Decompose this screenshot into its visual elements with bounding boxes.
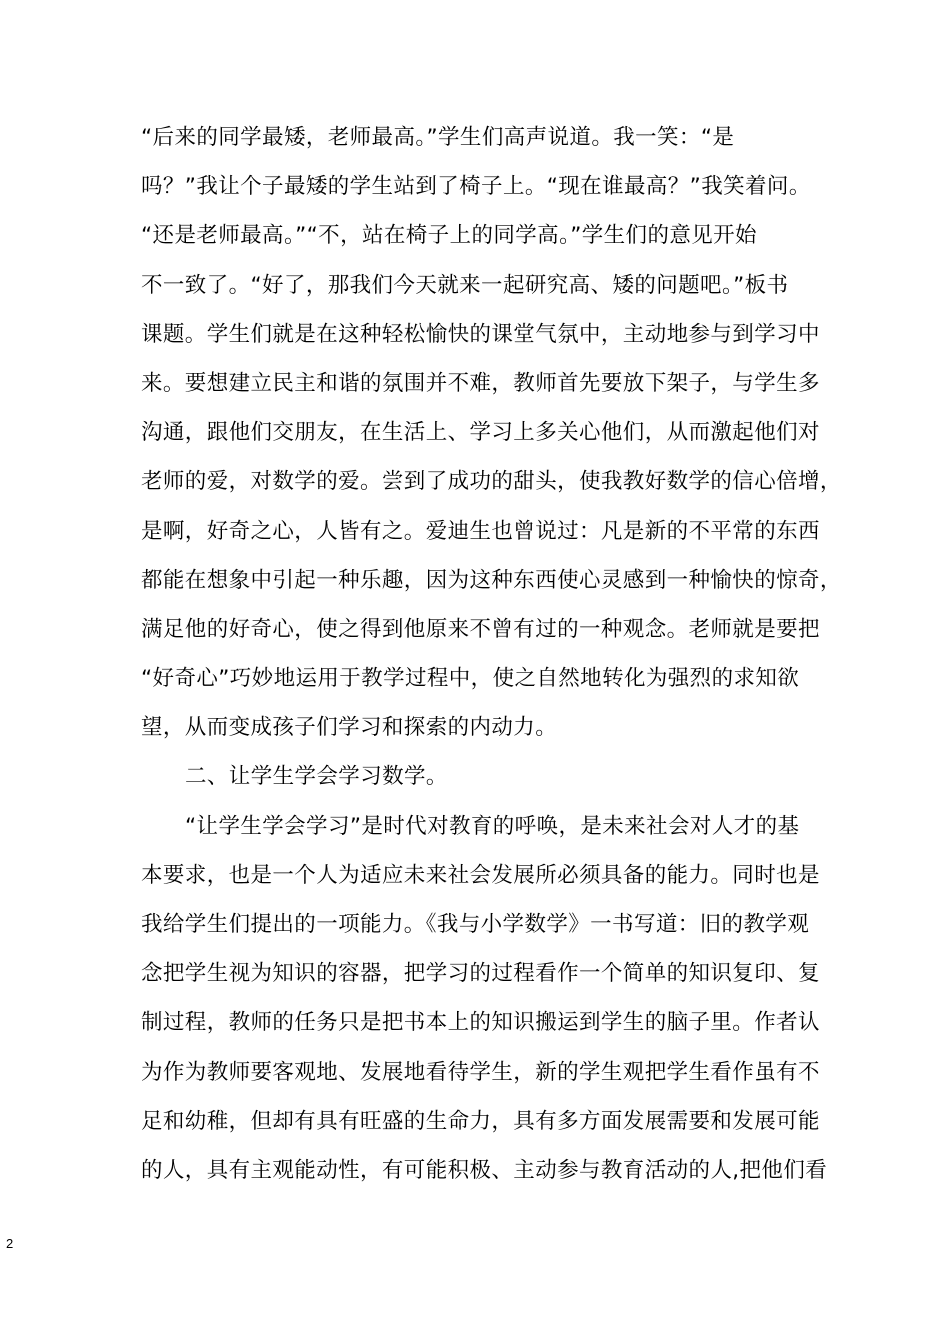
text-line: “让学生学会学习”是时代对教育的呼唤，是未来社会对人才的基 [185, 813, 800, 839]
text-line: 吗？”我让个子最矮的学生站到了椅子上。“现在谁最高？”我笑着问。 [141, 174, 811, 200]
text-line: 沟通，跟他们交朋友，在生活上、学习上多关心他们，从而激起他们对 [141, 420, 820, 446]
text-line: 我给学生们提出的一项能力。《我与小学数学》一书写道：旧的教学观 [141, 912, 810, 937]
text-line: “好奇心”巧妙地运用于教学过程中，使之自然地转化为强烈的求知欲 [141, 666, 800, 692]
page-number: 2 [6, 1236, 14, 1251]
text-line: 不一致了。“好了，那我们今天就来一起研究高、矮的问题吧。”板书 [141, 272, 789, 298]
text-line: 来。要想建立民主和谐的氛围并不难，教师首先要放下架子，与学生多 [141, 370, 820, 396]
text-line: 足和幼稚，但却有具有旺盛的生命力，具有多方面发展需要和发展可能 [141, 1108, 820, 1134]
text-line: 是啊，好奇之心，人皆有之。爱迪生也曾说过：凡是新的不平常的东西 [141, 518, 820, 544]
text-line: 为作为教师要客观地、发展地看待学生，新的学生观把学生看作虽有不 [141, 1059, 820, 1085]
text-line: 本要求，也是一个人为适应未来社会发展所必须具备的能力。同时也是 [141, 862, 820, 888]
text-line: 的人，具有主观能动性，有可能积极、主动参与教育活动的人,把他们看 [141, 1157, 828, 1183]
text-line: 满足他的好奇心，使之得到他原来不曾有过的一种观念。老师就是要把 [141, 616, 820, 642]
text-line: “后来的同学最矮，老师最高。”学生们高声说道。我一笑：“是 [141, 125, 735, 150]
text-line: 念把学生视为知识的容器，把学习的过程看作一个简单的知识复印、复 [141, 961, 820, 987]
text-line: 课题。学生们就是在这种轻松愉快的课堂气氛中，主动地参与到学习中 [141, 321, 820, 347]
section-heading: 二、让学生学会学习数学。 [185, 764, 448, 790]
text-line: “还是老师最高。”“不，站在椅子上的同学高。”学生们的意见开始 [141, 223, 757, 249]
text-line: 制过程，教师的任务只是把书本上的知识搬运到学生的脑子里。作者认 [141, 1010, 820, 1036]
text-line: 老师的爱，对数学的爱。尝到了成功的甜头，使我教好数学的信心倍增， [141, 469, 842, 495]
body-text [141, 113, 841, 1195]
text-line: 都能在想象中引起一种乐趣，因为这种东西使心灵感到一种愉快的惊奇， [141, 567, 842, 593]
text-line: 望，从而变成孩子们学习和探索的内动力。 [141, 715, 558, 741]
